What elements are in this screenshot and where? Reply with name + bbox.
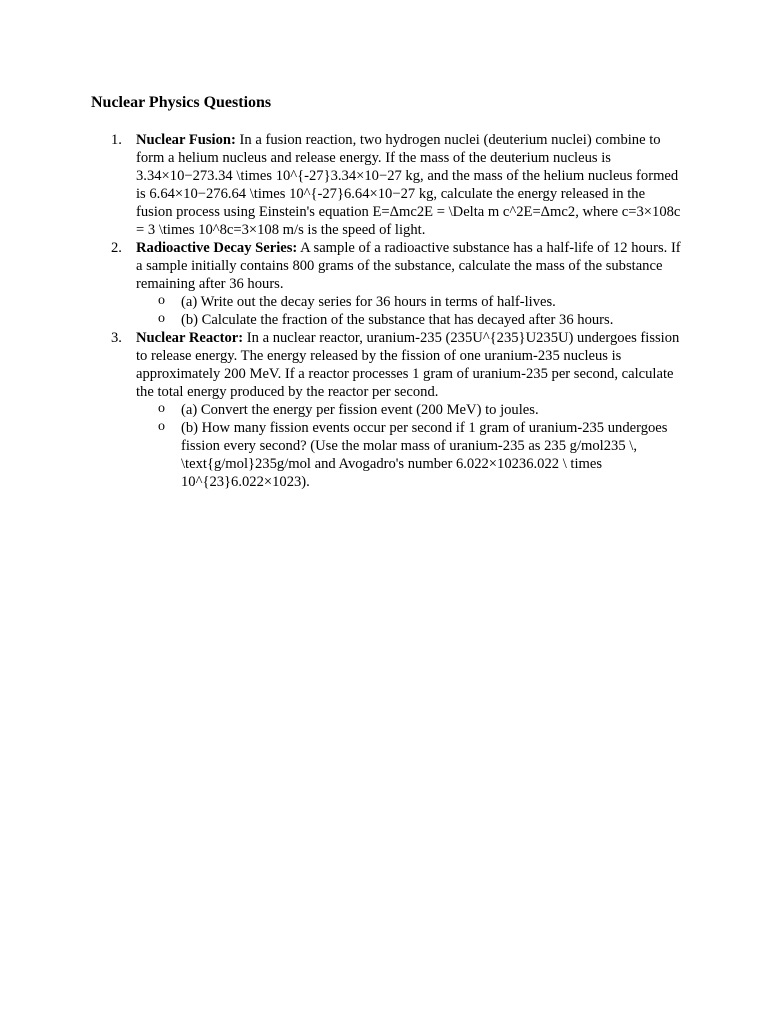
subquestion-text: (a) Write out the decay series for 36 hours in terms of half-lives. [181, 294, 556, 310]
subquestion-item [136, 419, 681, 491]
question-item [91, 329, 681, 491]
question-text: In a fusion reaction, two hydrogen nuclei (deuterium nuclei) combine to form a helium nucleus and release energy. If the mass of the deuterium nucleus is 3.34×10−273.34 \times 10^{-27}3.34×10−27 kg, and the mass of the helium nucleus formed is 6.64×10−276.64 \times 10^{-27}6.64×10−27 kg, calculate the energy released in the fusion process using Einstein's equation E=Δmc2E = \Delta m c^2E=Δmc2, where c=3×108c = 3 \times 10^8c=3×108 m/s is the speed of light. [136, 132, 681, 238]
circle-bullet-icon: o [158, 311, 165, 326]
question-text: A sample of a radioactive substance has a half-life of 12 hours. If a sample initially contains 800 grams of the substance, calculate the mass of the substance remaining after 36 hours. [136, 240, 681, 292]
subquestion-text: (a) Convert the energy per fission event (200 MeV) to joules. [181, 402, 539, 418]
subquestion-item [136, 293, 681, 311]
question-number: 3. [111, 330, 122, 346]
question-item [91, 131, 681, 239]
page-title: Nuclear Physics Questions [91, 94, 272, 111]
circle-bullet-icon: o [158, 401, 165, 416]
subquestion-list [136, 293, 681, 329]
subquestion-list [136, 401, 681, 491]
question-heading: Nuclear Reactor: [136, 330, 244, 346]
question-list [91, 131, 681, 491]
circle-bullet-icon: o [158, 419, 165, 434]
question-item [91, 239, 681, 329]
question-number: 1. [111, 132, 122, 148]
subquestion-text: (b) How many fission events occur per second if 1 gram of uranium-235 undergoes fission every second? (Use the molar mass of uranium-235 as 235 g/mol235 \, \text{g/mol}235g/mol and Avogadro's number 6.022×10236.022 \ times 10^{23}6.022×1023). [181, 420, 668, 490]
question-heading: Radioactive Decay Series: [136, 240, 298, 256]
subquestion-item [136, 311, 681, 329]
circle-bullet-icon: o [158, 293, 165, 308]
question-heading: Nuclear Fusion: [136, 132, 236, 148]
subquestion-text: (b) Calculate the fraction of the substance that has decayed after 36 hours. [181, 312, 614, 328]
question-text: In a nuclear reactor, uranium-235 (235U^{235}U235U) undergoes fission to release energy. The energy released by the fission of one uranium-235 nucleus is approximately 200 MeV. If a reactor processes 1 gram of uranium-235 per second, calculate the total energy produced by the reactor per second. [136, 330, 680, 400]
subquestion-item [136, 401, 681, 419]
question-number: 2. [111, 240, 122, 256]
